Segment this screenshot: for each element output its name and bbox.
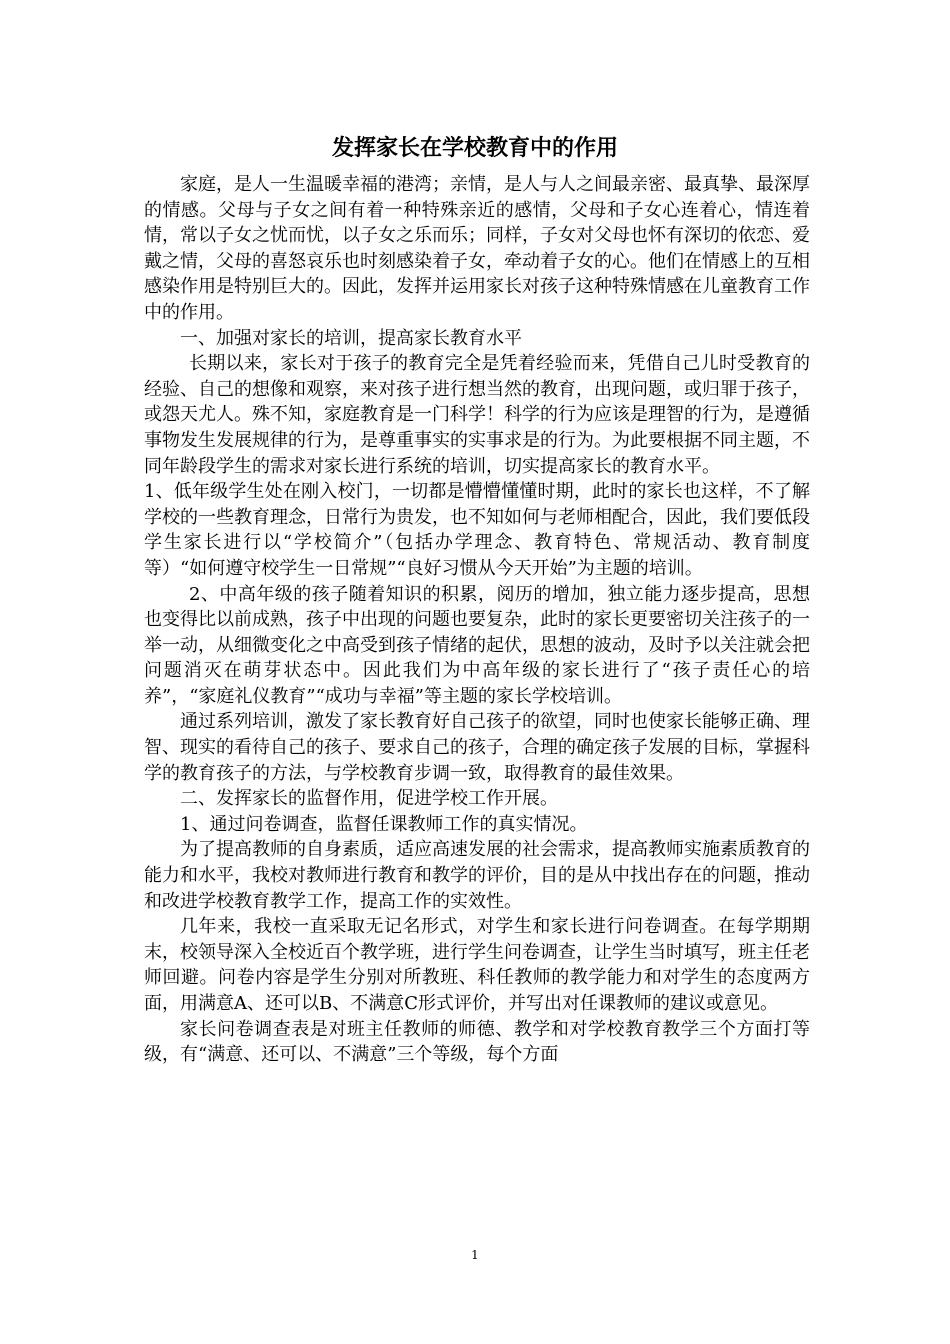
paragraph-parent-survey: 家长问卷调查表是对班主任教师的师德、教学和对学校教育教学三个方面打等级，有“满意、还可以、不满意”三个等级，每个方面 xyxy=(144,1018,810,1066)
paragraph-teacher-evaluation: 为了提高教师的自身素质，适应高速发展的社会需求，提高教师实施素质教育的能力和水平，我校对教师进行教育和教学的评价，目的是从中找出存在的问题，推动和改进学校教育教学工作，提高工作的实效性。 xyxy=(144,839,810,912)
document-body xyxy=(144,172,810,1068)
paragraph-item-low-grade: 1、低年级学生处在刚入校门，一切都是懵懵懂懂时期，此时的家长也这样，不了解学校的一些教育理念，日常行为贵发，也不知如何与老师相配合，因此，我们要低段学生家长进行以“学校简介”（包括办学理念、教育特色、常规活动、教育制度等）“如何遵守校学生一日常规”“良好习惯从今天开始”为主题的培训。 xyxy=(144,481,810,579)
paragraph-section1-intro: 长期以来，家长对于孩子的教育完全是凭着经验而来，凭借自己儿时受教育的经验、自己的想像和观察，来对孩子进行想当然的教育，出现问题，或归罪于孩子，或怨天尤人。殊不知，家庭教育是一门科学！科学的行为应该是理智的行为，是遵循事物发生发展规律的行为，是尊重事实的实事求是的行为。为此要根据不同主题，不同年龄段学生的需求对家长进行系统的培训，切实提高家长的教育水平。 xyxy=(144,353,810,477)
section-heading-1: 一、加强对家长的培训，提高家长教育水平 xyxy=(180,327,522,349)
paragraph-student-survey: 几年来，我校一直采取无记名形式，对学生和家长进行问卷调查。在每学期期末，校领导深入全校近百个教学班，进行学生问卷调查，让学生当时填写，班主任老师回避。问卷内容是学生分别对所教班、科任教师的教学能力和对学生的态度两方面，用满意A、还可以B、不满意C形式评价，并写出对任课教师的建议或意见。 xyxy=(144,916,810,1014)
page-number: 1 xyxy=(471,1248,479,1262)
section-heading-2: 二、发挥家长的监督作用，促进学校工作开展。 xyxy=(180,788,558,810)
document-title: 发挥家长在学校教育中的作用 xyxy=(331,135,618,161)
paragraph-training-result: 通过系列培训，激发了家长教育好自己孩子的欲望，同时也使家长能够正确、理智、现实的看待自己的孩子、要求自己的孩子，合理的确定孩子发展的目标，掌握科学的教育孩子的方法，与学校教育步调一致，取得教育的最佳效果。 xyxy=(144,711,810,784)
subsection-heading-survey: 1、通过问卷调查，监督任课教师工作的真实情况。 xyxy=(180,813,588,835)
paragraph-item-high-grade: 2、中高年级的孩子随着知识的积累，阅历的增加，独立能力逐步提高，思想也变得比以前成熟，孩子中出现的问题也要复杂，此时的家长更要密切关注孩子的一举一动，从细微变化之中高受到孩子情绪的起伏，思想的波动，及时予以关注就会把问题消灭在萌芽状态中。因此我们为中高年级的家长进行了“孩子责任心的培养”，“家庭礼仪教育”“成功与幸福”等主题的家长学校培训。 xyxy=(144,583,810,707)
paragraph-intro: 家庭，是人一生温暖幸福的港湾；亲情，是人与人之间最亲密、最真挚、最深厚的情感。父母与子女之间有着一种特殊亲近的感情，父母和子女心连着心，情连着情，常以子女之忧而忧，以子女之乐而乐；同样，子女对父母也怀有深切的依恋、爱戴之情，父母的喜怒哀乐也时刻感染着子女，牵动着子女的心。他们在情感上的互相感染作用是特别巨大的。因此，发挥并运用家长对孩子这种特殊情感在儿童教育工作中的作用。 xyxy=(144,174,810,323)
